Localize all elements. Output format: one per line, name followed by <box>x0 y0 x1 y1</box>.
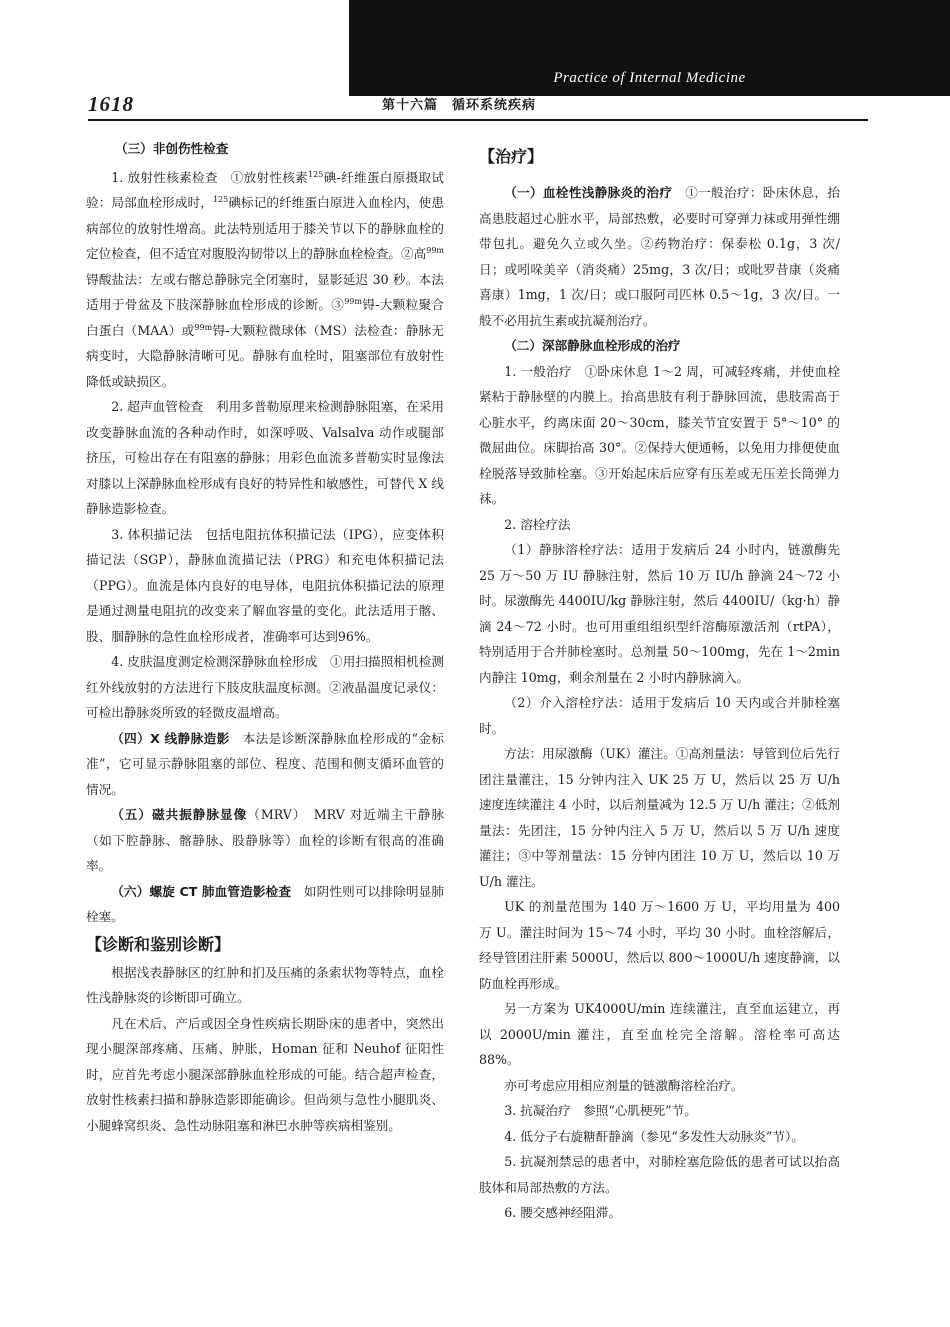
text-run: 如阴性则可以排除明显肺栓塞。 <box>86 883 445 924</box>
right-column <box>479 136 840 1226</box>
heading-treatment: 【治疗】 <box>479 147 544 166</box>
paragraph-diagnosis-1: 根据浅表静脉区的红肿和扪及压痛的条索状物等特点，血栓性浅静脉炎的诊断即可确立。 <box>86 964 444 1005</box>
superscript: 99m <box>426 246 444 255</box>
paragraph-general-treatment: 1. 一般治疗 ①卧床休息 1～2 周，可减轻疼痛，并使血栓紧粘于静脉壁的内膜上。抬高患肢有利于静脉回流，患肢需高于心脏水平，约离床面 20～30cm，膝关节宜安置于 5°～10° 的微屈曲位。床脚抬高 30°。②保持大便通畅，以免用力排便使血栓脱落导致肺栓塞。③开始起床后应穿有压差或无压差长筒弹力袜。 <box>479 363 840 506</box>
subsection-title-venography: （四）X 线静脉造影 <box>111 730 230 746</box>
paragraph-uk-dose: UK 的剂量范围为 140 万～1600 万 U，平均用量为 400 万 U。灌注时间为 15～74 小时，平均 30 小时。血栓溶解后，经导管团注肝素 5000U，然后以 800～1000U/h 速度静滴，以防血栓再形成。 <box>479 899 840 991</box>
section-title: 第十六篇 循环系统疾病 <box>382 98 537 113</box>
paragraph-thrombolysis-title: 2. 溶栓疗法 <box>504 516 571 532</box>
text-run: 碘标记的纤维蛋白原进入血栓内，使患病部位的放射性增高。此法特别适用于膝关节以下的静脉血栓的定位检查，但不适宜对腹股沟韧带以上的静脉血栓检查。②高 <box>86 195 445 261</box>
paragraph-skin-temperature: 4. 皮肤温度测定检测深静脉血栓形成 ①用扫描照相机检测红外线放射的方法进行下肢皮肤温度标测。②液晶温度记录仪：可检出静脉炎所致的轻微皮温增高。 <box>86 654 444 720</box>
text-run: 碘-纤维蛋白原摄取试验：局部血栓形成时， <box>86 169 444 210</box>
subsection-title-noninvasive: （三）非创伤性检查 <box>114 141 229 156</box>
superscript: 99m <box>194 322 213 332</box>
superscript: 99m <box>344 297 362 306</box>
journal-name: Practice of Internal Medicine <box>553 70 746 86</box>
superscript: 125 <box>212 195 229 204</box>
subsection-title-deep: （二）深部静脉血栓形成的治疗 <box>504 338 681 353</box>
paragraph-diagnosis-2: 凡在术后、产后或因全身性疾病长期卧床的患者中，突然出现小腿深部疼痛、压痛、肿胀，Homan 征和 Neuhof 征阳性时，应首先考虑小腿深部静脉血栓形成的可能。结合超声检查，放射性核素扫描和静脉造影即能确诊。但尚须与急性小腿肌炎、小腿蜂窝织炎、急性动脉阻塞和淋巴水肿等疾病相鉴别。 <box>86 1015 444 1133</box>
paragraph-ct <box>86 879 444 930</box>
heading-diagnosis: 【诊断和鉴别诊断】 <box>86 934 231 954</box>
paragraph-method: 方法：用尿激酶（UK）灌注。①高剂量法：导管到位后先行团注量灌注，15 分钟内注入 UK 25 万 U，然后以 25 万 U/h 速度连续灌注 4 小时，以后剂量减为 12.5 万 U/h 灌注；②低剂量法：先团注，15 分钟内注入 5 万 U，然后以 5 万 U/h 速度灌注；③中等剂量法：15 分钟内团注 10 万 U，然后以 10 万 U/h 灌注。 <box>479 746 840 889</box>
paragraph-radionuclide <box>86 165 444 395</box>
subsection-title-ct: （六）螺旋 CT 肺血管造影检查 <box>111 883 292 899</box>
header-rule <box>88 119 868 121</box>
paragraph-mrv <box>86 802 444 879</box>
paragraph-plethysmography: 3. 体积描记法 包括电阻抗体积描记法（IPG），应变体积描记法（SGP），静脉血流描记法（PRG）和充电体积描记法（PPG）。血流是体内良好的电导体，电阻抗体积描记法的原理是通过测量电阻抗的改变来了解血容量的变化。此法适用于髂、股、腘静脉的急性血栓形成者，准确率可达到96%。 <box>86 526 444 644</box>
text-run: 锝酸盐法：左或右髂总静脉完全闭塞时，显影延迟 30 秒。本法适用于骨盆及下肢深静脉血栓形成的诊断。③ <box>86 271 444 312</box>
paragraph-alt-scheme: 另一方案为 UK4000U/min 连续灌注，直至血运建立，再以 2000U/min 灌注，直至血栓完全溶解。溶栓率可高达 88%。 <box>479 1001 840 1067</box>
text-run: （MRV） MRV 对近端主干静脉（如下腔静脉、髂静脉、股静脉等）血栓的诊断有很高的准确率。 <box>86 807 445 873</box>
journal-header-bar <box>349 0 950 96</box>
subsection-title-superficial: （一）血栓性浅静脉炎的治疗 <box>504 185 673 200</box>
paragraph-anticoagulation: 3. 抗凝治疗 参照“心肌梗死”节。 <box>504 1103 697 1118</box>
paragraph-ultrasound: 2. 超声血管检查 利用多普勒原理来检测静脉阻塞，在采用改变静脉血流的各种动作时，如深呼吸、Valsalva 动作或腿部挤压，可检出存在有阻塞的静脉；用彩色血流多普勒实时显像法对膝以上深静脉血栓形成有良好的特异性和敏感性，可替代 X 线静脉造影检查。 <box>86 399 444 516</box>
paragraph-dextran: 4. 低分子右旋糖酐静滴（参见“多发性大动脉炎”节）。 <box>504 1128 804 1144</box>
paragraph-iv-thrombolysis: （1）静脉溶栓疗法：适用于发病后 24 小时内，链激酶先 25 万～50 万 IU 静脉注射，然后 10 万 IU/h 静滴 24～72 小时。尿激酶先 4400IU/kg 静脉注射，然后 4400IU/（kg·h）静滴 24～72 小时。也可用重组组织型纤溶酶原激活剂（rtPA），特别适用于合并肺栓塞时。总剂量 50～100mg，先在 1～2min 内静注 10mg，剩余剂量在 2 小时内静脉滴入。 <box>479 542 840 685</box>
paragraph-contraindication: 5. 抗凝剂禁忌的患者中，对肺栓塞危险低的患者可试以抬高肢体和局部热敷的方法。 <box>479 1154 840 1195</box>
text-run: ①一般治疗：卧床休息，抬高患肢超过心脏水平，局部热敷，必要时可穿弹力袜或用弹性绷带包扎。避免久立或久坐。②药物治疗：保泰松 0.1g，3 次/日；或吲哚美辛（消炎痛）25mg，3 次/日；或吡罗昔康（炎痛喜康）1mg，1 次/日；或口服阿司匹林 0.5～1g，3 次/日。一般不必用抗生素或抗凝剂治疗。 <box>479 185 841 328</box>
subsection-title-mrv: （五）磁共振静脉显像 <box>111 807 248 822</box>
text-run: 本法是诊断深静脉血栓形成的“金标准”，它可显示静脉阻塞的部位、程度、范围和侧支循环血管的情况。 <box>86 730 444 797</box>
paragraph-streptokinase: 亦可考虑应用相应剂量的链激酶溶栓治疗。 <box>504 1077 744 1093</box>
text-run: 1. 放射性核素检查 ①放射性核素 <box>111 169 309 185</box>
page-number: 1618 <box>88 92 134 116</box>
superscript: 125 <box>308 169 324 179</box>
text-run: 锝-大颗粒微球体（MS）法检查：静脉无病变时，大隐静脉清晰可见。静脉有血栓时，阻塞部位有放射性降低或缺损区。 <box>86 322 444 389</box>
left-column <box>86 136 444 1138</box>
paragraph-sympathetic-block: 6. 腰交感神经阻滞。 <box>504 1205 621 1220</box>
paragraph-interventional: （2）介入溶栓疗法：适用于发病后 10 天内或合并肺栓塞时。 <box>479 695 840 736</box>
paragraph-venography <box>86 726 444 803</box>
paragraph-superficial-treatment <box>479 180 840 333</box>
text-run: 锝-大颗粒聚合白蛋白（MAA）或 <box>86 297 444 338</box>
